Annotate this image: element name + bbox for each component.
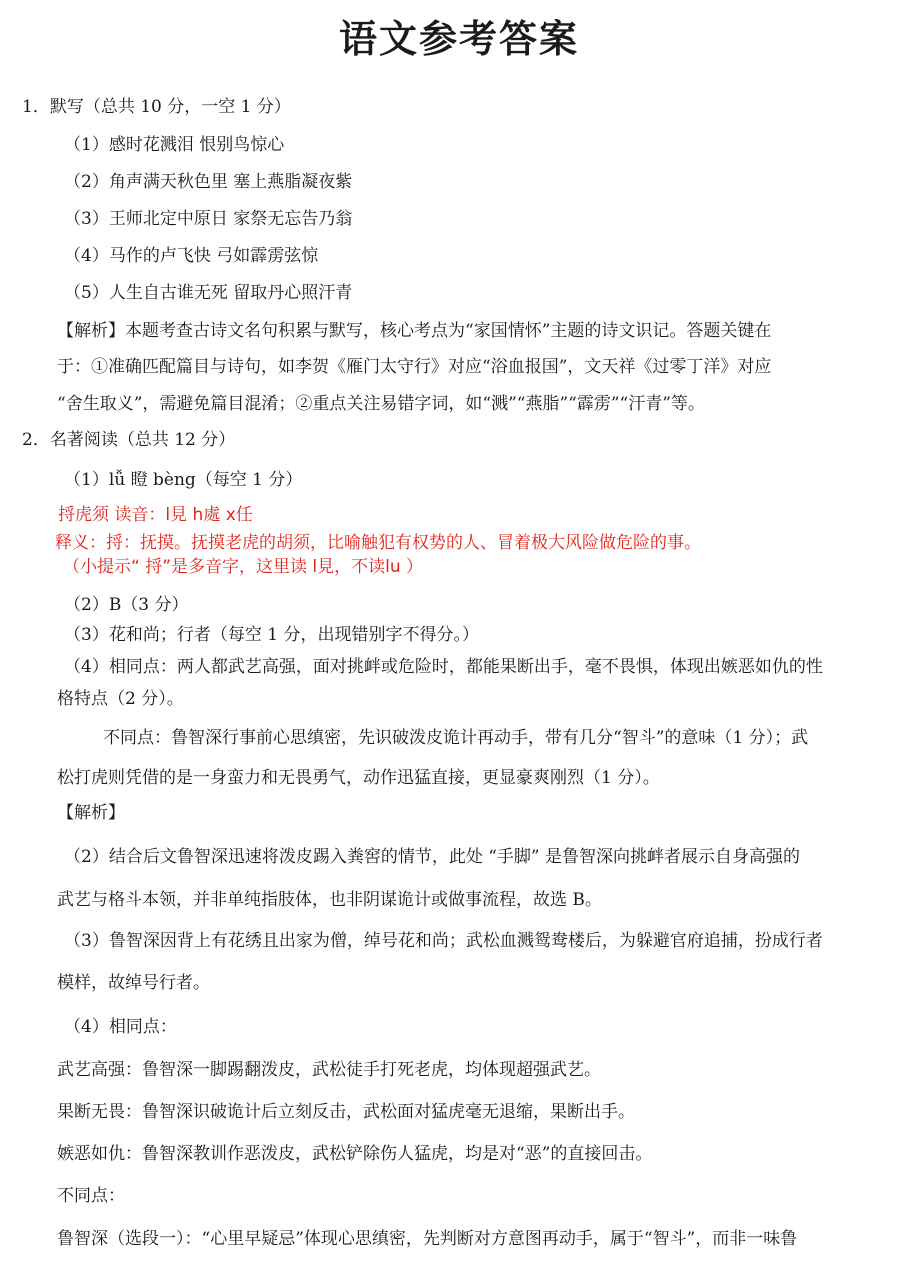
q2-analysis-line: 不同点：	[57, 1186, 125, 1206]
q2-analysis-line: 武艺与格斗本领，并非单纯指肢体，也非阴谋诡计或做事流程，故选 B。	[57, 890, 602, 910]
q2-answer: （4）相同点：两人都武艺高强，面对挑衅或危险时，都能果断出手，毫不畏惧，体现出嫉恶如仇的性	[64, 657, 823, 677]
q2-analysis-line: （2）结合后文鲁智深迅速将泼皮踢入粪窖的情节，此处 “手脚” 是鲁智深向挑衅者展示自身高强的	[64, 847, 801, 867]
q2-analysis-line: 鲁智深（选段一）：“心里早疑忌”体现心思缜密，先判断对方意图再动手，属于“智斗”，而非一味鲁	[57, 1229, 798, 1249]
q2-analysis-line: 武艺高强：鲁智深一脚踢翻泼皮，武松徒手打死老虎，均体现超强武艺。	[57, 1060, 601, 1080]
q1-heading: 1．默写（总共 10 分，一空 1 分）	[22, 97, 291, 117]
q2-pinyin-line: （1）lǚ 瞪 bèng（每空 1 分）	[64, 470, 303, 490]
q2-analysis-line: 模样，故绰号行者。	[57, 973, 210, 993]
red-note-line: 捋虎须 读音：l見 h處 x任	[58, 505, 253, 525]
q1-item: （1）感时花溅泪 恨别鸟惊心	[64, 135, 285, 155]
q2-analysis-label: 【解析】	[57, 803, 125, 823]
q1-item: （3）王师北定中原日 家祭无忘告乃翁	[64, 209, 353, 229]
q2-analysis-line: （4）相同点：	[64, 1017, 177, 1037]
q1-item: （5）人生自古谁无死 留取丹心照汗青	[64, 283, 353, 303]
red-note-line: 释义：捋：抚摸。抚摸老虎的胡须，比喻触犯有权势的人、冒着极大风险做危险的事。	[55, 533, 701, 553]
q1-analysis-line: 于：①准确匹配篇目与诗句，如李贺《雁门太守行》对应“浴血报国”，文天祥《过零丁洋》对应	[57, 357, 772, 377]
q2-analysis-line: 嫉恶如仇：鲁智深教训作恶泼皮，武松铲除伤人猛虎，均是对“恶”的直接回击。	[57, 1144, 653, 1164]
page-title: 语文参考答案	[338, 16, 579, 61]
q2-analysis-line: （3）鲁智深因背上有花绣且出家为僧，绰号花和尚；武松血溅鸳鸯楼后，为躲避官府追捕，扮成行者	[64, 931, 823, 951]
q1-item: （4）马作的卢飞快 弓如霹雳弦惊	[64, 246, 319, 266]
q2-analysis-line: 果断无畏：鲁智深识破诡计后立刻反击，武松面对猛虎毫无退缩，果断出手。	[57, 1102, 635, 1122]
q2-diff-line: 不同点：鲁智深行事前心思缜密，先识破泼皮诡计再动手，带有几分“智斗”的意味（1 分）；武	[103, 728, 809, 748]
red-note-line: （小提示“ 捋”是多音字，这里读 l見，不读lu ）	[63, 557, 424, 577]
q2-heading: 2．名著阅读（总共 12 分）	[22, 430, 236, 450]
q1-analysis-line: “舍生取义”，需避免篇目混淆；②重点关注易错字词，如“溅”“燕脂”“霹雳”“汗青”等。	[57, 394, 705, 414]
q1-item: （2）角声满天秋色里 塞上燕脂凝夜紫	[64, 172, 353, 192]
q2-answer: （2）B（3 分）	[64, 595, 189, 615]
q2-diff-line: 松打虎则凭借的是一身蛮力和无畏勇气，动作迅猛直接，更显豪爽刚烈（1 分）。	[57, 768, 660, 788]
q1-analysis-line: 【解析】本题考查古诗文名句积累与默写，核心考点为“家国情怀”主题的诗文识记。答题关键在	[57, 321, 772, 341]
q2-answer: （3）花和尚；行者（每空 1 分，出现错别字不得分。）	[64, 625, 479, 645]
q2-answer: 格特点（2 分）。	[57, 689, 184, 709]
